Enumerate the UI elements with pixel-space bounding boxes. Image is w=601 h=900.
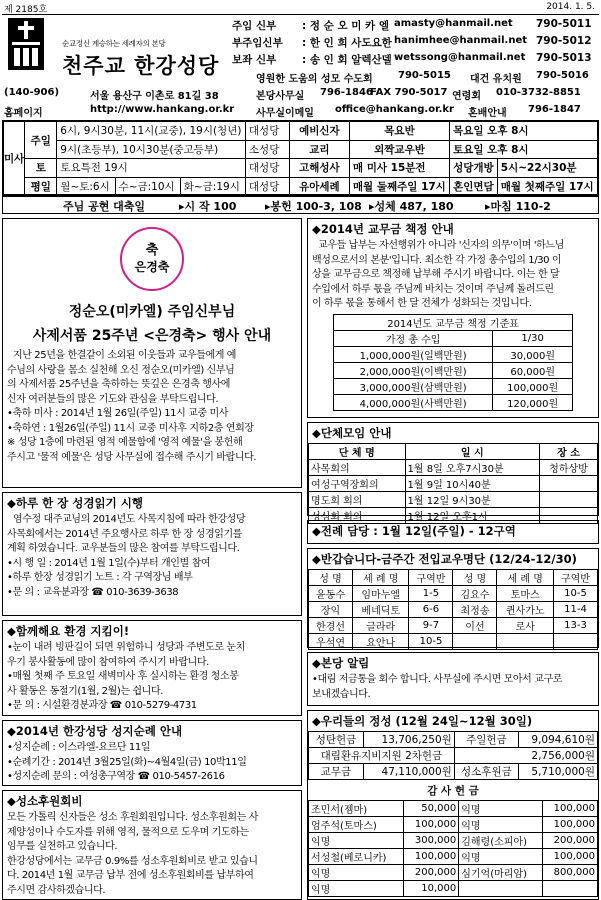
anniv-subtitle: 사제서품 25주년 <은경축> 행사 안내 bbox=[32, 328, 272, 344]
issue-strip bbox=[2, 1, 599, 15]
table-row: 여성구역장회의 1월 9일 10시40분 bbox=[309, 476, 598, 492]
meetings-table: 단 체 명 일 시 장 소 사목회의 1월 8일 오후7시30분 청하상방 여성구역장회의 1월 9일 10시40분 명도회 회의 1월 12일 9시30분 성심회 회의 1월 12일 오후1시 bbox=[308, 443, 598, 524]
email-link[interactable]: hanimhee@hanmail.net bbox=[394, 35, 528, 46]
anniversary-notice: 축 은경축 정순오(미카엘) 주임신부님 사제서품 25주년 <은경축> 행사 안내 지난 25년을 한결같이 소외된 이웃들과 교우들에게 예 수님의 사랑을 몸소 실천해 오신 정순오(미카엘) 신부님 의 사제서품 25주년을 축하하는 뜻깊은 은경축 행사에 신자 여러분들의 많은 기도와 관심을 부탁드립니다. •축하 미사 : 2014년 1월 26일(주일) 11시 교중 미사 •축하연 : 1월26일(주일) 11시 교중 미사후 지하2층 연회장 ※ 성당 1층에 마련된 영적 예물함에 '영적 예물'을 봉헌해 주시고 '물적 예물'은 성당 사무실에 접수해 주시기 바랍니다. bbox=[2, 218, 302, 488]
table-row: 사목회의 1월 8일 오후7시30분 청하상방 bbox=[309, 460, 598, 476]
table-row: 서성철(베로니카) 100,000 익명 100,000 bbox=[309, 849, 598, 865]
pilgrimage-notice: ◆2014년 한강성당 성지순례 안내 •성지순례 : 이스라엘-요르단 11일 •순례기간 : 2014년 3월25일(화)~4월4일(금) 10박11일 •성지순례 문의 : 여성총구역장 ☎ 010-5457-2616 bbox=[2, 720, 302, 786]
table-row: 익명 200,000 심기억(마리암) 800,000 bbox=[309, 865, 598, 881]
homepage-link[interactable]: http://www.hankang.or.kr bbox=[90, 104, 235, 115]
table-row: 2,000,000원(이백만원) 60,000원 bbox=[334, 362, 573, 378]
left-column bbox=[2, 218, 302, 900]
table-row: 윤동수 임마누엘 1-5 김요수 토마스 10-5 bbox=[309, 586, 598, 602]
table-row: 엄주석(토마스) 100,000 익명 100,000 bbox=[309, 817, 598, 833]
table-row: 익명 300,000 김해령(소피아) 200,000 bbox=[309, 833, 598, 849]
table-row: 4,000,000원(사백만원) 120,000원 bbox=[334, 394, 573, 410]
mass-schedule: 미사 주일 6시, 9시30분, 11시(교중), 19시(청년) 대성당 예비신자 목요반 목요일 오후 8시 9시(초등부), 10시30분(중고등부) 소성당 교리 외짝교우반 토요일 오후 8시 토 토요특전 19시 대성당 고해성사 매 미사 15분전 성당개방 5시~22시30분 평일 월~토:6시 수~금:10시 화~금:19시 대성당 유아세례 매월 둘째주일 17시 혼인면담 매월 첫째주일 17시 bbox=[2, 120, 599, 197]
celebration-seal: 축 은경축 bbox=[120, 227, 184, 291]
email-link[interactable]: wetssong@hanmail.net bbox=[394, 52, 526, 63]
anniv-title: 정순오(미카엘) 주임신부님 bbox=[68, 304, 236, 320]
staff-row: 주임 신부 : 정 순 오 미 카 엘 amasty@hanmail.net 790-5011 bbox=[232, 18, 592, 32]
staff-row: 부주임신부 : 한 인 희 사도요한 hanimhee@hanmail.net 790-5012 bbox=[232, 35, 592, 49]
dues-notice: ◆2014년 교무금 책정 안내 교우들 납부는 자선행위가 아니라 '신자의 의무'이며 '하느님 백성으로서의 본분'입니다. 최소한 각 가정 총수입의 1/30 이 상을 교무금으로 책정해 납부해 주시기 바랍니다. 이는 한 달 수입에서 하루 몫을 주님께 바치는 것이며 주님께 돌려드린 이 하루 몫을 통해서 한 달 전체가 성화되는 것입니다. 2014년도 교무금 책정 기준표 가정 총 수입 1/30 1,000,000원(일백만원) 30,000원 2,000,000원(이백만원) 60,000원 3,000,000원(삼백만원) 100,000원 4,000,000원(사백만원) 120,000원 bbox=[307, 218, 599, 418]
group-meetings: ◆단체모임 안내 단 체 명 일 시 장 소 사목회의 1월 8일 오후7시30분 청하상방 여성구역장회의 1월 9일 10시40분 명도회 회의 1월 12일 9시30분 성심회 회의 1월 12일 오후1시 bbox=[307, 422, 599, 516]
staff-list bbox=[232, 16, 600, 67]
thanks-table bbox=[308, 800, 598, 897]
parish-notice: ◆본당 알림 •대림 저금통을 회수 합니다. 사무실에 주시면 모아서 교구로 보내겠습니다. bbox=[307, 652, 599, 706]
liturgy-duty: ◆전례 담당 : 1월 12일(주일) - 12구역 bbox=[307, 520, 599, 544]
church-logo bbox=[8, 18, 44, 70]
table-row: 한경선 글라라 9-7 이선 로사 13-3 bbox=[309, 618, 598, 634]
address: 서울 용산구 이촌로 81길 38 bbox=[90, 91, 219, 102]
church-motto: 순교정신 계승하는 세례자의 본당 bbox=[62, 39, 166, 48]
office-email-link[interactable]: office@hankang.or.kr bbox=[335, 104, 454, 115]
contact-info: 영원한 도움의 성모 수도회 790-5015 대건 유치원 790-5016 (140-906) 서울 용산구 이촌로 81길 38 본당사무실 796-1846 FAX 790-5017 연령회 010-3732-8851 홈페이지 http://www.hankang.or.kr 사무실이메일 office@hankang.or.kr 혼배안내 796-1847 bbox=[4, 70, 589, 119]
email-link[interactable]: amasty@hanmail.net bbox=[394, 18, 513, 29]
kinder-name: 대건 유치원 bbox=[470, 74, 522, 85]
thanks-title: 감 사 헌 금 bbox=[427, 785, 479, 797]
zip-code: (140-906) bbox=[4, 87, 60, 98]
staff-row: 보좌 신부 : 송 인 회 알렉산델 wetssong@hanmail.net 790-5013 bbox=[232, 52, 592, 66]
table-row: 성탄헌금 13,706,250원 주일헌금 9,094,610원 bbox=[309, 732, 598, 748]
table-row: 교무금 47,110,000원 성소후원금 5,710,000원 bbox=[309, 764, 598, 780]
offerings-table bbox=[308, 731, 598, 780]
welcome-newcomers: ◆반갑습니다-금주간 전입교우명단 (12/24-12/30) 성 명 세 례 명 구역반 성 명 세 례 명 구역반 윤동수 임마누엘 1-5 김요수 토마스 10-5 장익 베네딕토 6-6 최정송 퀸사가노 11-4 한경선 글라라 9-7 이선 로사 13-3 우석연 요안나 10-5 bbox=[307, 548, 599, 648]
offerings: ◆우리들의 정성 (12월 24일~12월 30일) 성탄헌금 13,706,250원 주일헌금 9,094,610원 대림환유지비지원 2차헌금 2,756,000원 교무금 47,110,000원 성소후원금 5,710,000원 감 사 헌 금 조민서(젬마) 50,000 익명 100,000 엄주석(토마스) 100,000 익명 100,000 익명 300,000 김해령(소피아) 200,000 서성철(베로니카) 100,000 익명 100,000 익명 200,000 심기억(마리암) 800,000 익명 10,000 bbox=[307, 710, 599, 900]
issue-date: 2014. 1. 5. bbox=[546, 2, 595, 12]
mass-side-label: 미사 bbox=[4, 122, 25, 196]
table-row: 1,000,000원(일백만원) 30,000원 bbox=[334, 346, 573, 362]
table-row: 성심회 회의 1월 12일 오후1시 bbox=[309, 508, 598, 524]
dues-table: 2014년도 교무금 책정 기준표 가정 총 수입 1/30 1,000,000원(일백만원) 30,000원 2,000,000원(이백만원) 60,000원 3,000,000원(삼백만원) 100,000원 4,000,000원(사백만원) 120,000원 bbox=[333, 314, 573, 411]
newcomers-table: 성 명 세 례 명 구역반 성 명 세 례 명 구역반 윤동수 임마누엘 1-5 김요수 토마스 10-5 장익 베네딕토 6-6 최정송 퀸사가노 11-4 한경선 글라라 9-7 이선 로사 13-3 우석연 요안나 10-5 bbox=[308, 569, 598, 650]
table-row: 장익 베네딕토 6-6 최정송 퀸사가노 11-4 bbox=[309, 602, 598, 618]
environment-notice: ◆함께해요 환경 지킴이! •눈이 내려 빙판길이 되면 위험하니 성당과 주변도로 눈치 우기 봉사활동에 많이 참여하여 주시기 바랍니다. •매월 첫째 주 토요일 새벽미사 후 실시하는 환경 청소봉 사 활동은 동절기(1월, 2월)는 쉽니다. •문 의 : 시설환경분과장 ☎ 010-5279-4731 bbox=[2, 620, 302, 716]
sunday-hymns: 주님 공현 대축일 ▸시 작 100 ▸봉헌 100-3, 108 ▸성체 487, 180 ▸마침 110-2 bbox=[2, 194, 599, 214]
table-row: 3,000,000원(삼백만원) 100,000원 bbox=[334, 378, 573, 394]
right-column bbox=[307, 218, 599, 900]
issue-number: 제 2185호 bbox=[4, 5, 48, 15]
bible-reading-notice: ◆하루 한 장 성경읽기 시행 염수정 대주교님의 2014년도 사목지침에 따라 한강성당 사목회에서는 2014년 주요행사로 하루 한 장 성경읽기를 계획 하였습니다. 교우분들의 많은 참여를 부탁드립니다. •시 행 일 : 2014년 1월 1일(수)부터 개인별 참여 •하루 한장 성경읽기 노트 : 각 구역장님 배부 •문 의 : 교육분과장 ☎ 010-3639-3638 bbox=[2, 492, 302, 616]
table-row: 대림환유지비지원 2차헌금 2,756,000원 bbox=[309, 748, 598, 764]
church-title: 천주교 한강성당 bbox=[62, 54, 220, 78]
table-row: 우석연 요안나 10-5 bbox=[309, 634, 598, 650]
table-row: 명도회 회의 1월 12일 9시30분 bbox=[309, 492, 598, 508]
convent-name: 영원한 도움의 성모 수도회 bbox=[256, 74, 373, 85]
table-row: 익명 10,000 bbox=[309, 881, 598, 897]
table-row: 조민서(젬마) 50,000 익명 100,000 bbox=[309, 801, 598, 817]
vocation-supporters-notice: ◆성소후원회비 모든 가톨릭 신자들은 성소 후원회원입니다. 성소후원회는 사 제양성이나 수도자를 위해 영적, 물적으로 도우며 기도하는 임무를 실천하고 있습니다. 한강성당에서는 교무금 0.9%를 성소후원회비로 받고 있습니 다. 2014년 1월 교무금 납부 전에 성소후원회비를 납부하여 주시면 감사하겠습니다. bbox=[2, 790, 302, 900]
